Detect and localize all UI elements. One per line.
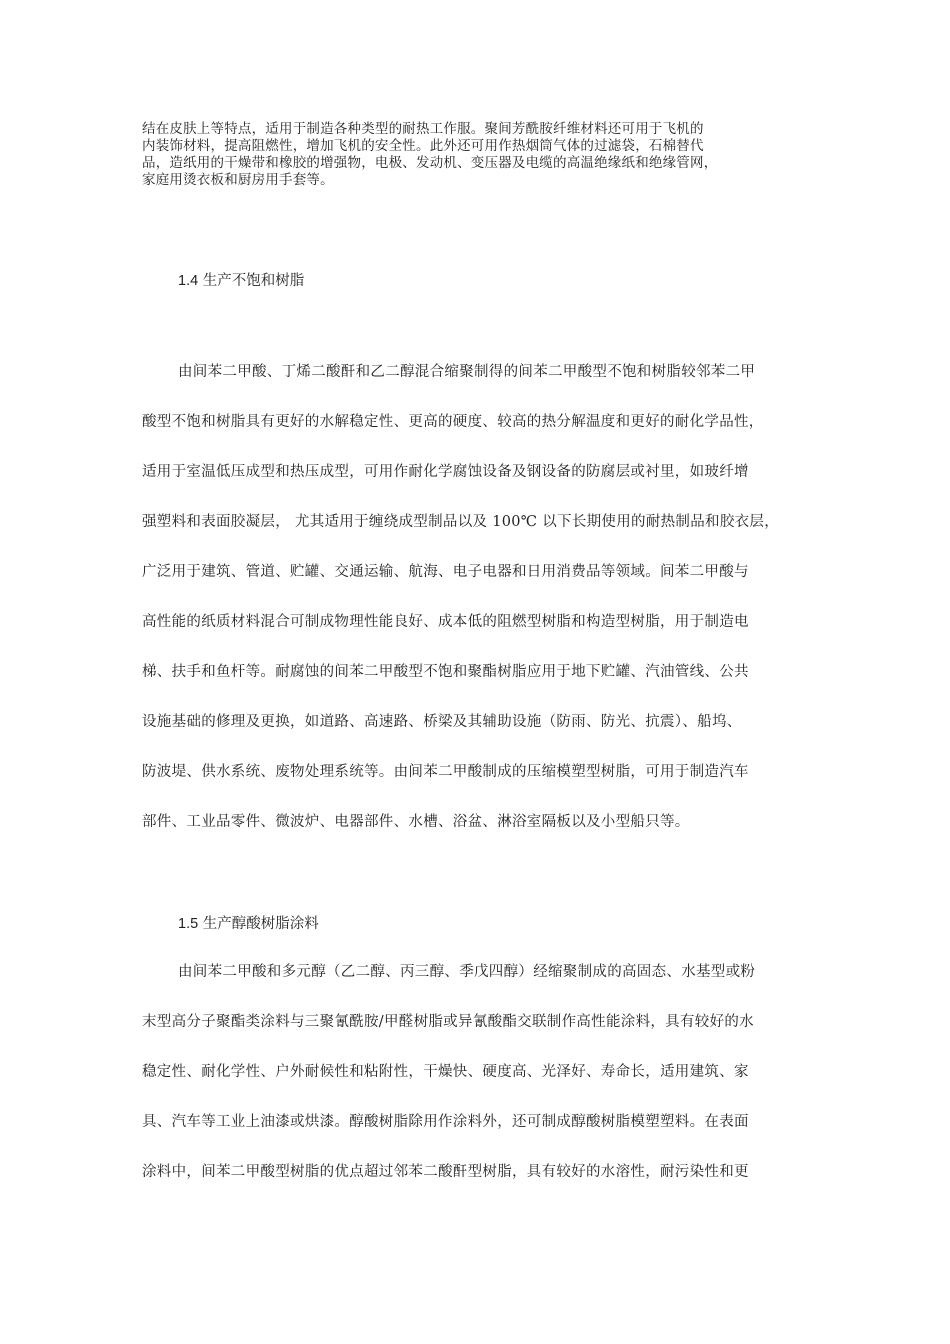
text-line: 品，造纸用的干燥带和橡胶的增强物，电极、发动机、变压器及电缆的高温绝缘纸和绝缘管网， [142, 155, 718, 171]
text-line: 高性能的纸质材料混合可制成物理性能良好、成本低的阻燃型树脂和构造型树脂，用于制造电 [142, 614, 749, 630]
text-line: 内装饰材料，提高阻燃性，增加飞机的安全性。此外还可用作热烟筒气体的过滤袋，石棉替代 [142, 138, 704, 154]
text-line: 部件、工业品零件、微波炉、电器部件、水槽、浴盆、淋浴室隔板以及小型船只等。 [142, 814, 690, 830]
text-line: 涂料中，间苯二甲酸型树脂的优点超过邻苯二酸酐型树脂，具有较好的水溶性，耐污染性和更 [142, 1164, 749, 1180]
text-line: 适用于室温低压成型和热压成型，可用作耐化学腐蚀设备及钢设备的防腐层或衬里，如玻纤增 [142, 464, 749, 480]
section-number: 1.5 [178, 916, 199, 932]
text-line: 末型高分子聚酯类涂料与三聚氰酰胺/甲醛树脂或异氰酸酯交联制作高性能涂料，具有较好的水 [142, 1014, 754, 1030]
text-line: 设施基础的修理及更换，如道路、高速路、桥梁及其辅助设施（防雨、防光、抗震）、船坞、 [142, 714, 742, 730]
section-title: 生产不饱和树脂 [202, 273, 305, 289]
section-number: 1.4 [178, 273, 199, 289]
section-heading-1-4 [178, 271, 304, 291]
text-line: 酸型不饱和树脂具有更好的水解稳定性、更高的硬度、较高的热分解温度和更好的耐化学品性， [142, 414, 764, 430]
text-line: 家庭用烫衣板和厨房用手套等。 [142, 172, 334, 188]
section-heading-1-5 [178, 914, 319, 934]
text-line: 结在皮肤上等特点，适用于制造各种类型的耐热工作服。聚间芳酰胺纤维材料还可用于飞机的 [142, 121, 704, 137]
text-line: 强塑料和表面胶凝层， 尤其适用于缠绕成型制品以及 100℃ 以下长期使用的耐热制品和胶衣层， [142, 514, 780, 530]
text-line: 稳定性、耐化学性、户外耐候性和粘附性，干燥快、硬度高、光泽好、寿命长，适用建筑、家 [142, 1064, 749, 1080]
section-title: 生产醇酸树脂涂料 [202, 916, 319, 932]
text-line: 具、汽车等工业上油漆或烘漆。醇酸树脂除用作涂料外，还可制成醇酸树脂模塑塑料。在表面 [142, 1114, 749, 1130]
text-line: 梯、扶手和鱼杆等。耐腐蚀的间苯二甲酸型不饱和聚酯树脂应用于地下贮罐、汽油管线、公共 [142, 664, 749, 680]
text-line: 由间苯二甲酸和多元醇（乙二醇、丙三醇、季戊四醇）经缩聚制成的高固态、水基型或粉 [178, 964, 756, 980]
text-line: 广泛用于建筑、管道、贮罐、交通运输、航海、电子电器和日用消费品等领域。间苯二甲酸与 [142, 564, 749, 580]
intro-paragraph [142, 121, 822, 189]
text-line: 由间苯二甲酸、丁烯二酸酐和乙二醇混合缩聚制得的间苯二甲酸型不饱和树脂较邻苯二甲 [178, 364, 756, 380]
text-line: 防波堤、供水系统、废物处理系统等。由间苯二甲酸制成的压缩模塑型树脂，可用于制造汽车 [142, 764, 749, 780]
